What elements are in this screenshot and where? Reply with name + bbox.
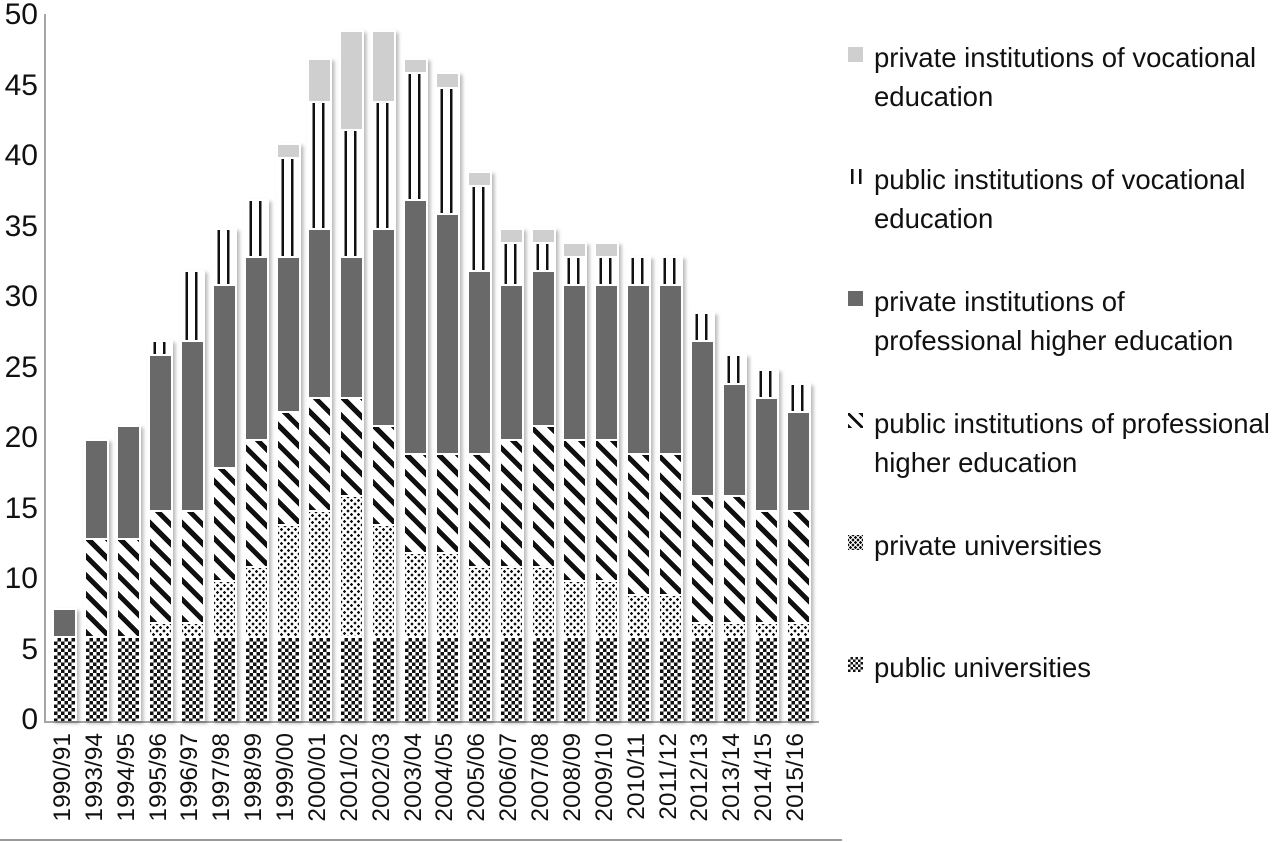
- bar-2006/07: [499, 228, 524, 721]
- segment-vlines-2005/06: [469, 185, 490, 270]
- x-tick-label-1999/00: 1999/00: [272, 733, 300, 822]
- segment-solid-dark-2010/11: [628, 284, 649, 453]
- legend-label: public institutions of vocational education: [874, 164, 1246, 234]
- segment-solid-dark-2005/06: [469, 270, 490, 453]
- legend-marker-solid-light-icon: [848, 47, 863, 62]
- x-tick-label-2011/12: 2011/12: [654, 733, 682, 820]
- segment-checkerboard-2001/02: [341, 636, 362, 721]
- segment-checkerboard-2012/13: [692, 636, 713, 721]
- segment-checkerboard-1990/91: [54, 636, 75, 721]
- y-tick-label-30: 30: [4, 279, 38, 313]
- bar-2002/03: [371, 30, 396, 721]
- segment-checkerboard-2010/11: [628, 636, 649, 721]
- segment-dots-2014/15: [756, 622, 777, 636]
- y-axis-line: [44, 14, 46, 722]
- bar-2010/11: [626, 256, 651, 721]
- segment-diagonal-2003/04: [405, 453, 426, 552]
- segment-diagonal-2005/06: [469, 453, 490, 566]
- segment-solid-light-2007/08: [533, 228, 554, 242]
- segment-diagonal-1994/95: [118, 538, 139, 637]
- segment-solid-dark-1990/91: [54, 608, 75, 636]
- segment-dots-2003/04: [405, 552, 426, 637]
- segment-checkerboard-1996/97: [182, 636, 203, 721]
- legend-item-solid-dark: [848, 282, 1272, 360]
- segment-checkerboard-2006/07: [501, 636, 522, 721]
- segment-checkerboard-1994/95: [118, 636, 139, 721]
- x-tick-label-2005/06: 2005/06: [463, 733, 491, 822]
- segment-solid-dark-1993/94: [86, 439, 107, 538]
- segment-vlines-2011/12: [660, 256, 681, 284]
- x-tick-label-1990/91: 1990/91: [48, 733, 76, 822]
- legend-marker-vlines-icon: [848, 169, 863, 184]
- segment-diagonal-2015/16: [788, 510, 809, 623]
- segment-checkerboard-2011/12: [660, 636, 681, 721]
- legend-item-checkerboard: [848, 648, 1091, 687]
- segment-diagonal-2009/10: [596, 439, 617, 580]
- x-tick-label-1998/99: 1998/99: [240, 733, 268, 822]
- segment-solid-light-2004/05: [437, 72, 458, 86]
- segment-diagonal-1999/00: [278, 411, 299, 524]
- segment-solid-dark-2012/13: [692, 340, 713, 495]
- segment-vlines-2001/02: [341, 129, 362, 256]
- segment-dots-2008/09: [564, 580, 585, 636]
- segment-checkerboard-1995/96: [150, 636, 171, 721]
- segment-diagonal-2012/13: [692, 495, 713, 622]
- legend-marker-solid-dark-icon: [848, 291, 863, 306]
- x-axis-line: [44, 721, 819, 723]
- segment-checkerboard-1997/98: [214, 636, 235, 721]
- segment-solid-dark-2001/02: [341, 256, 362, 397]
- bar-1990/91: [52, 608, 77, 721]
- segment-checkerboard-2007/08: [533, 636, 554, 721]
- segment-vlines-2009/10: [596, 256, 617, 284]
- x-tick-label-2010/11: 2010/11: [622, 733, 650, 820]
- x-tick-label-1995/96: 1995/96: [144, 733, 172, 822]
- segment-vlines-2003/04: [405, 72, 426, 199]
- bar-1999/00: [276, 143, 301, 721]
- segment-solid-light-2009/10: [596, 242, 617, 256]
- segment-checkerboard-1993/94: [86, 636, 107, 721]
- legend-item-solid-light: [848, 38, 1272, 116]
- segment-vlines-2004/05: [437, 87, 458, 214]
- segment-diagonal-2010/11: [628, 453, 649, 594]
- segment-diagonal-2007/08: [533, 425, 554, 566]
- x-tick-label-1993/94: 1993/94: [80, 733, 108, 822]
- bar-2009/10: [594, 242, 619, 721]
- segment-solid-light-1999/00: [278, 143, 299, 157]
- segment-solid-dark-2007/08: [533, 270, 554, 425]
- x-tick-label-2006/07: 2006/07: [495, 733, 523, 822]
- segment-solid-dark-2006/07: [501, 284, 522, 439]
- segment-diagonal-2008/09: [564, 439, 585, 580]
- segment-solid-dark-2002/03: [373, 228, 394, 425]
- segment-checkerboard-2000/01: [309, 636, 330, 721]
- segment-solid-dark-2015/16: [788, 411, 809, 510]
- segment-dots-2009/10: [596, 580, 617, 636]
- bar-2012/13: [690, 312, 715, 721]
- bar-2013/14: [722, 354, 747, 721]
- bar-2011/12: [658, 256, 683, 721]
- legend-label: public institutions of professional higher education: [874, 408, 1270, 478]
- bar-2005/06: [467, 171, 492, 721]
- segment-diagonal-2002/03: [373, 425, 394, 524]
- segment-solid-light-2006/07: [501, 228, 522, 242]
- segment-solid-dark-2014/15: [756, 397, 777, 510]
- segment-vlines-2012/13: [692, 312, 713, 340]
- segment-diagonal-1998/99: [246, 439, 267, 566]
- segment-solid-light-2001/02: [341, 30, 362, 129]
- legend-label: private universities: [874, 530, 1102, 561]
- bar-1994/95: [116, 425, 141, 721]
- bar-2007/08: [531, 228, 556, 721]
- segment-checkerboard-2008/09: [564, 636, 585, 721]
- x-tick-label-2014/15: 2014/15: [750, 733, 778, 822]
- segment-solid-dark-2008/09: [564, 284, 585, 439]
- segment-vlines-2010/11: [628, 256, 649, 284]
- segment-solid-dark-2000/01: [309, 228, 330, 397]
- segment-dots-2011/12: [660, 594, 681, 636]
- segment-solid-dark-2013/14: [724, 383, 745, 496]
- x-tick-label-2009/10: 2009/10: [590, 733, 618, 822]
- segment-diagonal-2013/14: [724, 495, 745, 622]
- bar-2008/09: [562, 242, 587, 721]
- segment-vlines-2013/14: [724, 354, 745, 382]
- y-tick-label-10: 10: [4, 561, 38, 595]
- segment-checkerboard-2015/16: [788, 636, 809, 721]
- segment-checkerboard-2003/04: [405, 636, 426, 721]
- segment-dots-1996/97: [182, 622, 203, 636]
- x-tick-label-1997/98: 1997/98: [208, 733, 236, 822]
- bar-2001/02: [339, 30, 364, 721]
- segment-dots-1998/99: [246, 566, 267, 637]
- segment-diagonal-2011/12: [660, 453, 681, 594]
- segment-solid-dark-2003/04: [405, 199, 426, 453]
- segment-checkerboard-2004/05: [437, 636, 458, 721]
- bar-2003/04: [403, 58, 428, 721]
- segment-diagonal-2000/01: [309, 397, 330, 510]
- segment-vlines-1997/98: [214, 228, 235, 284]
- segment-dots-2004/05: [437, 552, 458, 637]
- segment-solid-dark-2004/05: [437, 213, 458, 453]
- segment-solid-light-2002/03: [373, 30, 394, 101]
- segment-vlines-1996/97: [182, 270, 203, 341]
- bar-2000/01: [307, 58, 332, 721]
- bar-2015/16: [786, 383, 811, 721]
- segment-vlines-2002/03: [373, 101, 394, 228]
- segment-solid-dark-1996/97: [182, 340, 203, 509]
- segment-solid-dark-1999/00: [278, 256, 299, 411]
- figure-bottom-rule: [0, 839, 842, 841]
- legend-label: public universities: [874, 652, 1092, 683]
- segment-checkerboard-2005/06: [469, 636, 490, 721]
- segment-vlines-1995/96: [150, 340, 171, 354]
- x-tick-label-2003/04: 2003/04: [399, 733, 427, 822]
- segment-diagonal-2004/05: [437, 453, 458, 552]
- segment-dots-2005/06: [469, 566, 490, 637]
- segment-checkerboard-2002/03: [373, 636, 394, 721]
- segment-solid-light-2008/09: [564, 242, 585, 256]
- x-tick-label-1996/97: 1996/97: [176, 733, 204, 822]
- segment-dots-2006/07: [501, 566, 522, 637]
- segment-diagonal-1996/97: [182, 510, 203, 623]
- segment-dots-1999/00: [278, 524, 299, 637]
- segment-diagonal-1997/98: [214, 467, 235, 580]
- segment-diagonal-1995/96: [150, 510, 171, 623]
- segment-diagonal-2014/15: [756, 510, 777, 623]
- segment-vlines-1999/00: [278, 157, 299, 256]
- bar-1998/99: [244, 199, 269, 721]
- segment-solid-light-2003/04: [405, 58, 426, 72]
- segment-dots-2012/13: [692, 622, 713, 636]
- x-tick-label-2001/02: 2001/02: [335, 733, 363, 822]
- segment-solid-dark-2009/10: [596, 284, 617, 439]
- bar-2004/05: [435, 72, 460, 721]
- y-tick-label-25: 25: [4, 350, 38, 384]
- segment-diagonal-1993/94: [86, 538, 107, 637]
- segment-vlines-2007/08: [533, 242, 554, 270]
- x-tick-label-2013/14: 2013/14: [718, 733, 746, 822]
- x-tick-label-2000/01: 2000/01: [303, 733, 331, 822]
- x-tick-label-1994/95: 1994/95: [112, 733, 140, 822]
- x-tick-label-2007/08: 2007/08: [527, 733, 555, 822]
- legend-item-diagonal: [848, 404, 1272, 482]
- segment-solid-dark-1994/95: [118, 425, 139, 538]
- bar-1995/96: [148, 340, 173, 721]
- x-tick-label-2012/13: 2012/13: [686, 733, 714, 822]
- segment-checkerboard-1999/00: [278, 636, 299, 721]
- segment-dots-2000/01: [309, 510, 330, 637]
- segment-diagonal-2001/02: [341, 397, 362, 496]
- bar-2014/15: [754, 369, 779, 721]
- bar-1996/97: [180, 270, 205, 721]
- segment-solid-dark-2011/12: [660, 284, 681, 453]
- segment-checkerboard-2014/15: [756, 636, 777, 721]
- legend-item-dots: [848, 526, 1102, 565]
- segment-vlines-2008/09: [564, 256, 585, 284]
- segment-solid-dark-1995/96: [150, 354, 171, 509]
- segment-dots-1995/96: [150, 622, 171, 636]
- segment-vlines-1998/99: [246, 199, 267, 255]
- y-tick-label-5: 5: [21, 632, 38, 666]
- bar-1993/94: [84, 439, 109, 721]
- legend-label: private institutions of vocational education: [874, 42, 1257, 112]
- bar-1997/98: [212, 228, 237, 721]
- y-tick-label-15: 15: [4, 491, 38, 525]
- x-tick-label-2015/16: 2015/16: [782, 733, 810, 822]
- segment-solid-light-2000/01: [309, 58, 330, 100]
- segment-vlines-2006/07: [501, 242, 522, 284]
- y-tick-label-20: 20: [4, 420, 38, 454]
- legend-marker-diagonal-icon: [848, 413, 863, 428]
- legend-marker-checkerboard-icon: [848, 657, 863, 672]
- y-tick-label-45: 45: [4, 68, 38, 102]
- segment-diagonal-2006/07: [501, 439, 522, 566]
- segment-checkerboard-1998/99: [246, 636, 267, 721]
- segment-vlines-2015/16: [788, 383, 809, 411]
- legend-item-vlines: [848, 160, 1272, 238]
- segment-dots-2010/11: [628, 594, 649, 636]
- segment-dots-2013/14: [724, 622, 745, 636]
- segment-dots-2001/02: [341, 495, 362, 636]
- segment-vlines-2014/15: [756, 369, 777, 397]
- legend-marker-dots-icon: [848, 535, 863, 550]
- segment-dots-2007/08: [533, 566, 554, 637]
- y-tick-label-0: 0: [21, 702, 38, 736]
- segment-dots-2002/03: [373, 524, 394, 637]
- x-tick-label-2004/05: 2004/05: [431, 733, 459, 822]
- segment-dots-2015/16: [788, 622, 809, 636]
- x-tick-label-2002/03: 2002/03: [367, 733, 395, 822]
- segment-checkerboard-2013/14: [724, 636, 745, 721]
- segment-solid-dark-1997/98: [214, 284, 235, 467]
- y-tick-label-35: 35: [4, 209, 38, 243]
- segment-dots-1997/98: [214, 580, 235, 636]
- segment-solid-dark-1998/99: [246, 256, 267, 439]
- x-tick-label-2008/09: 2008/09: [558, 733, 586, 822]
- legend-label: private institutions of professional higher education: [874, 286, 1234, 356]
- segment-solid-light-2005/06: [469, 171, 490, 185]
- segment-checkerboard-2009/10: [596, 636, 617, 721]
- y-tick-label-40: 40: [4, 138, 38, 172]
- segment-vlines-2000/01: [309, 101, 330, 228]
- y-tick-label-50: 50: [4, 0, 38, 31]
